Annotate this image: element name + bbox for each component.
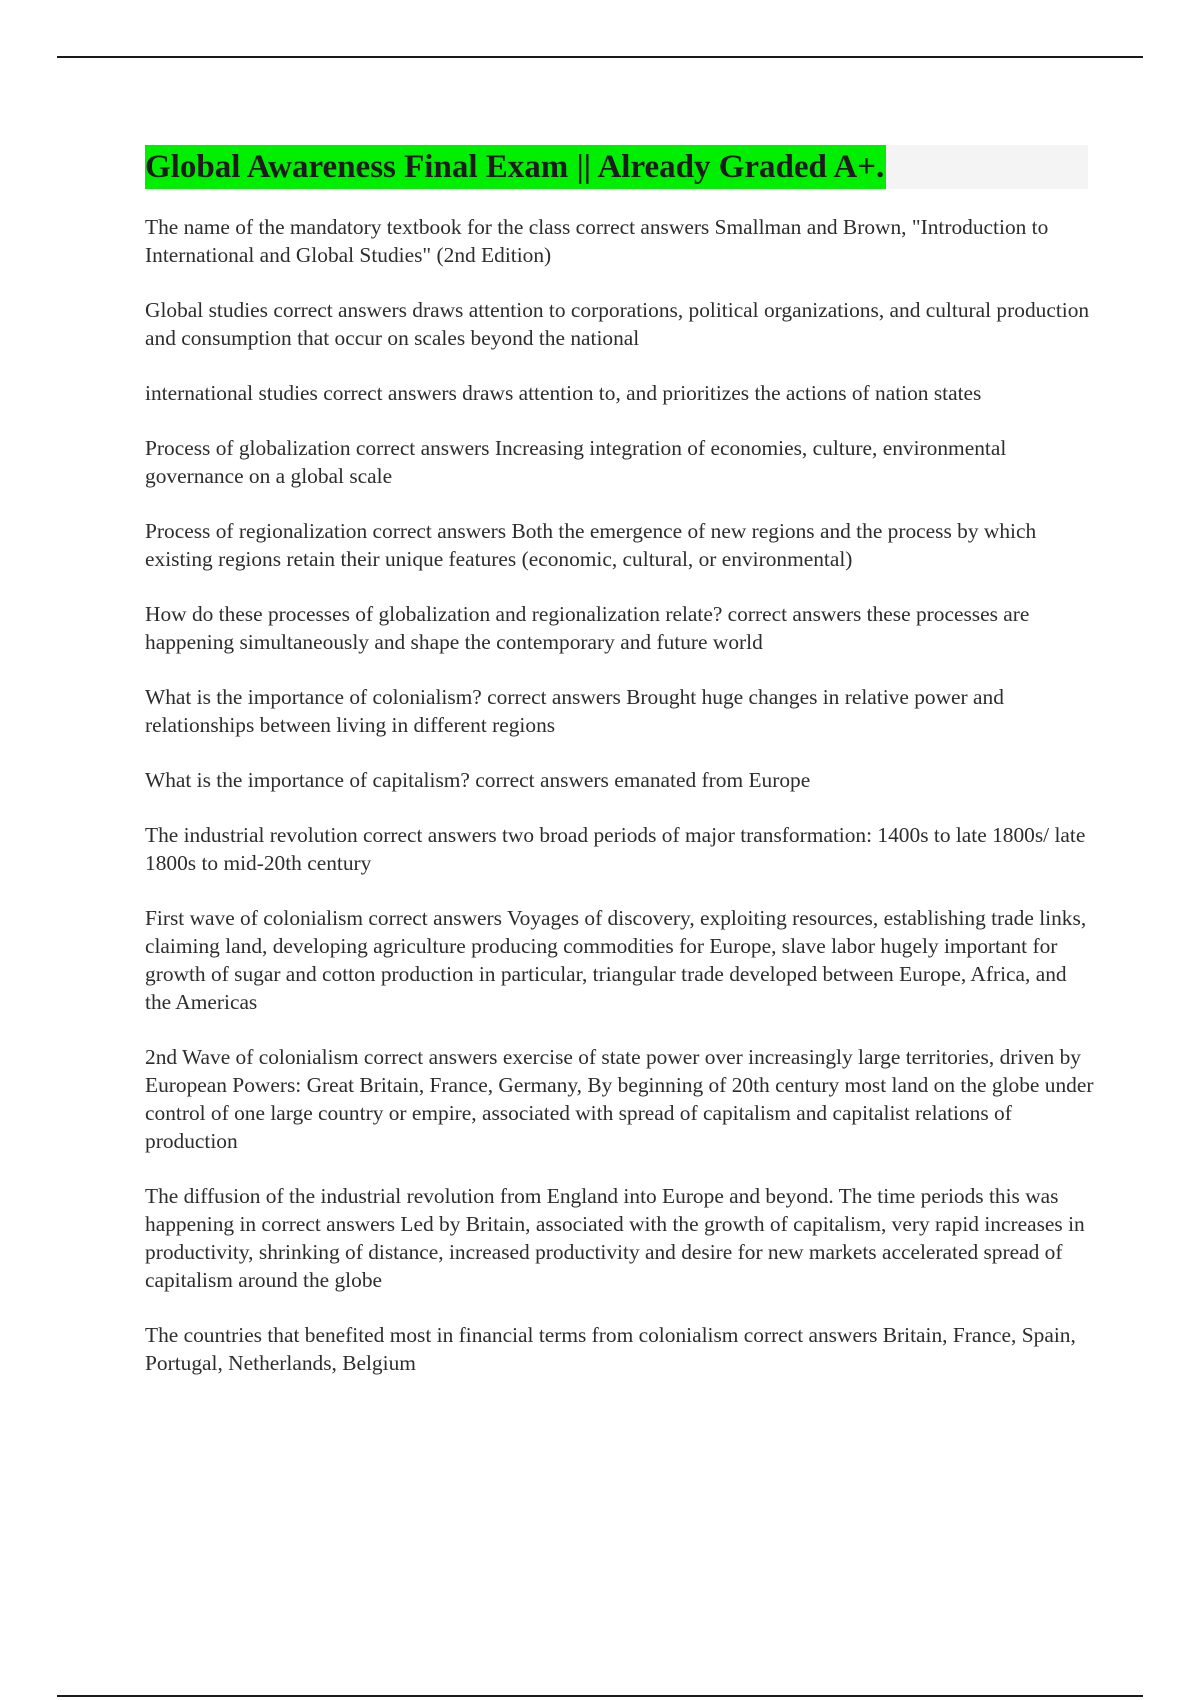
qa-item-global-studies: Global studies correct answers draws attention to corporations, political organizations, and cultural production and consumption that occur on scales beyond the national	[145, 298, 1090, 350]
qa-item-processes-relate: How do these processes of globalization and regionalization relate? correct answers these processes are happening simultaneously and shape the contemporary and future world	[145, 602, 1030, 654]
qa-item-regionalization: Process of regionalization correct answers Both the emergence of new regions and the process by which existing regions retain their unique features (economic, cultural, or environmental)	[145, 519, 1037, 571]
qa-item-benefited-countries: The countries that benefited most in financial terms from colonialism correct answers Britain, France, Spain, Portugal, Netherlands, Belgium	[145, 1323, 1076, 1375]
bottom-rule	[57, 1695, 1143, 1697]
document-title: Global Awareness Final Exam || Already Graded A+.	[145, 145, 886, 189]
qa-item-industrial-revolution: The industrial revolution correct answers two broad periods of major transformation: 1400s to late 1800s/ late 1800s to mid-20th century	[145, 823, 1086, 875]
top-rule	[57, 56, 1143, 58]
qa-item-colonialism-importance: What is the importance of colonialism? correct answers Brought huge changes in relative power and relationships between living in different regions	[145, 685, 1004, 737]
qa-item-textbook: The name of the mandatory textbook for the class correct answers Smallman and Brown, "Introduction to International and Global Studies" (2nd Edition)	[145, 215, 1049, 267]
qa-item-globalization: Process of globalization correct answers Increasing integration of economies, culture, environmental governance on a global scale	[145, 436, 1007, 488]
qa-item-capitalism-importance: What is the importance of capitalism? correct answers emanated from Europe	[145, 768, 811, 792]
qa-item-second-wave: 2nd Wave of colonialism correct answers exercise of state power over increasingly large territories, driven by European Powers: Great Britain, France, Germany, By beginning of 20th century most land on the globe under control of one large country or empire, associated with spread of capitalism and capitalist relations of production	[145, 1045, 1094, 1153]
qa-item-international-studies: international studies correct answers draws attention to, and prioritizes the actions of nation states	[145, 381, 982, 405]
qa-list	[145, 213, 1095, 1404]
qa-item-diffusion: The diffusion of the industrial revolution from England into Europe and beyond. The time periods this was happening in correct answers Led by Britain, associated with the growth of capitalism, very rapid increases in productivity, shrinking of distance, increased productivity and desire for new markets accelerated spread of capitalism around the globe	[145, 1184, 1085, 1292]
qa-item-first-wave: First wave of colonialism correct answers Voyages of discovery, exploiting resources, establishing trade links, claiming land, developing agriculture producing commodities for Europe, slave labor hugely important for growth of sugar and cotton production in particular, triangular trade developed between Europe, Africa, and the Americas	[145, 906, 1087, 1014]
